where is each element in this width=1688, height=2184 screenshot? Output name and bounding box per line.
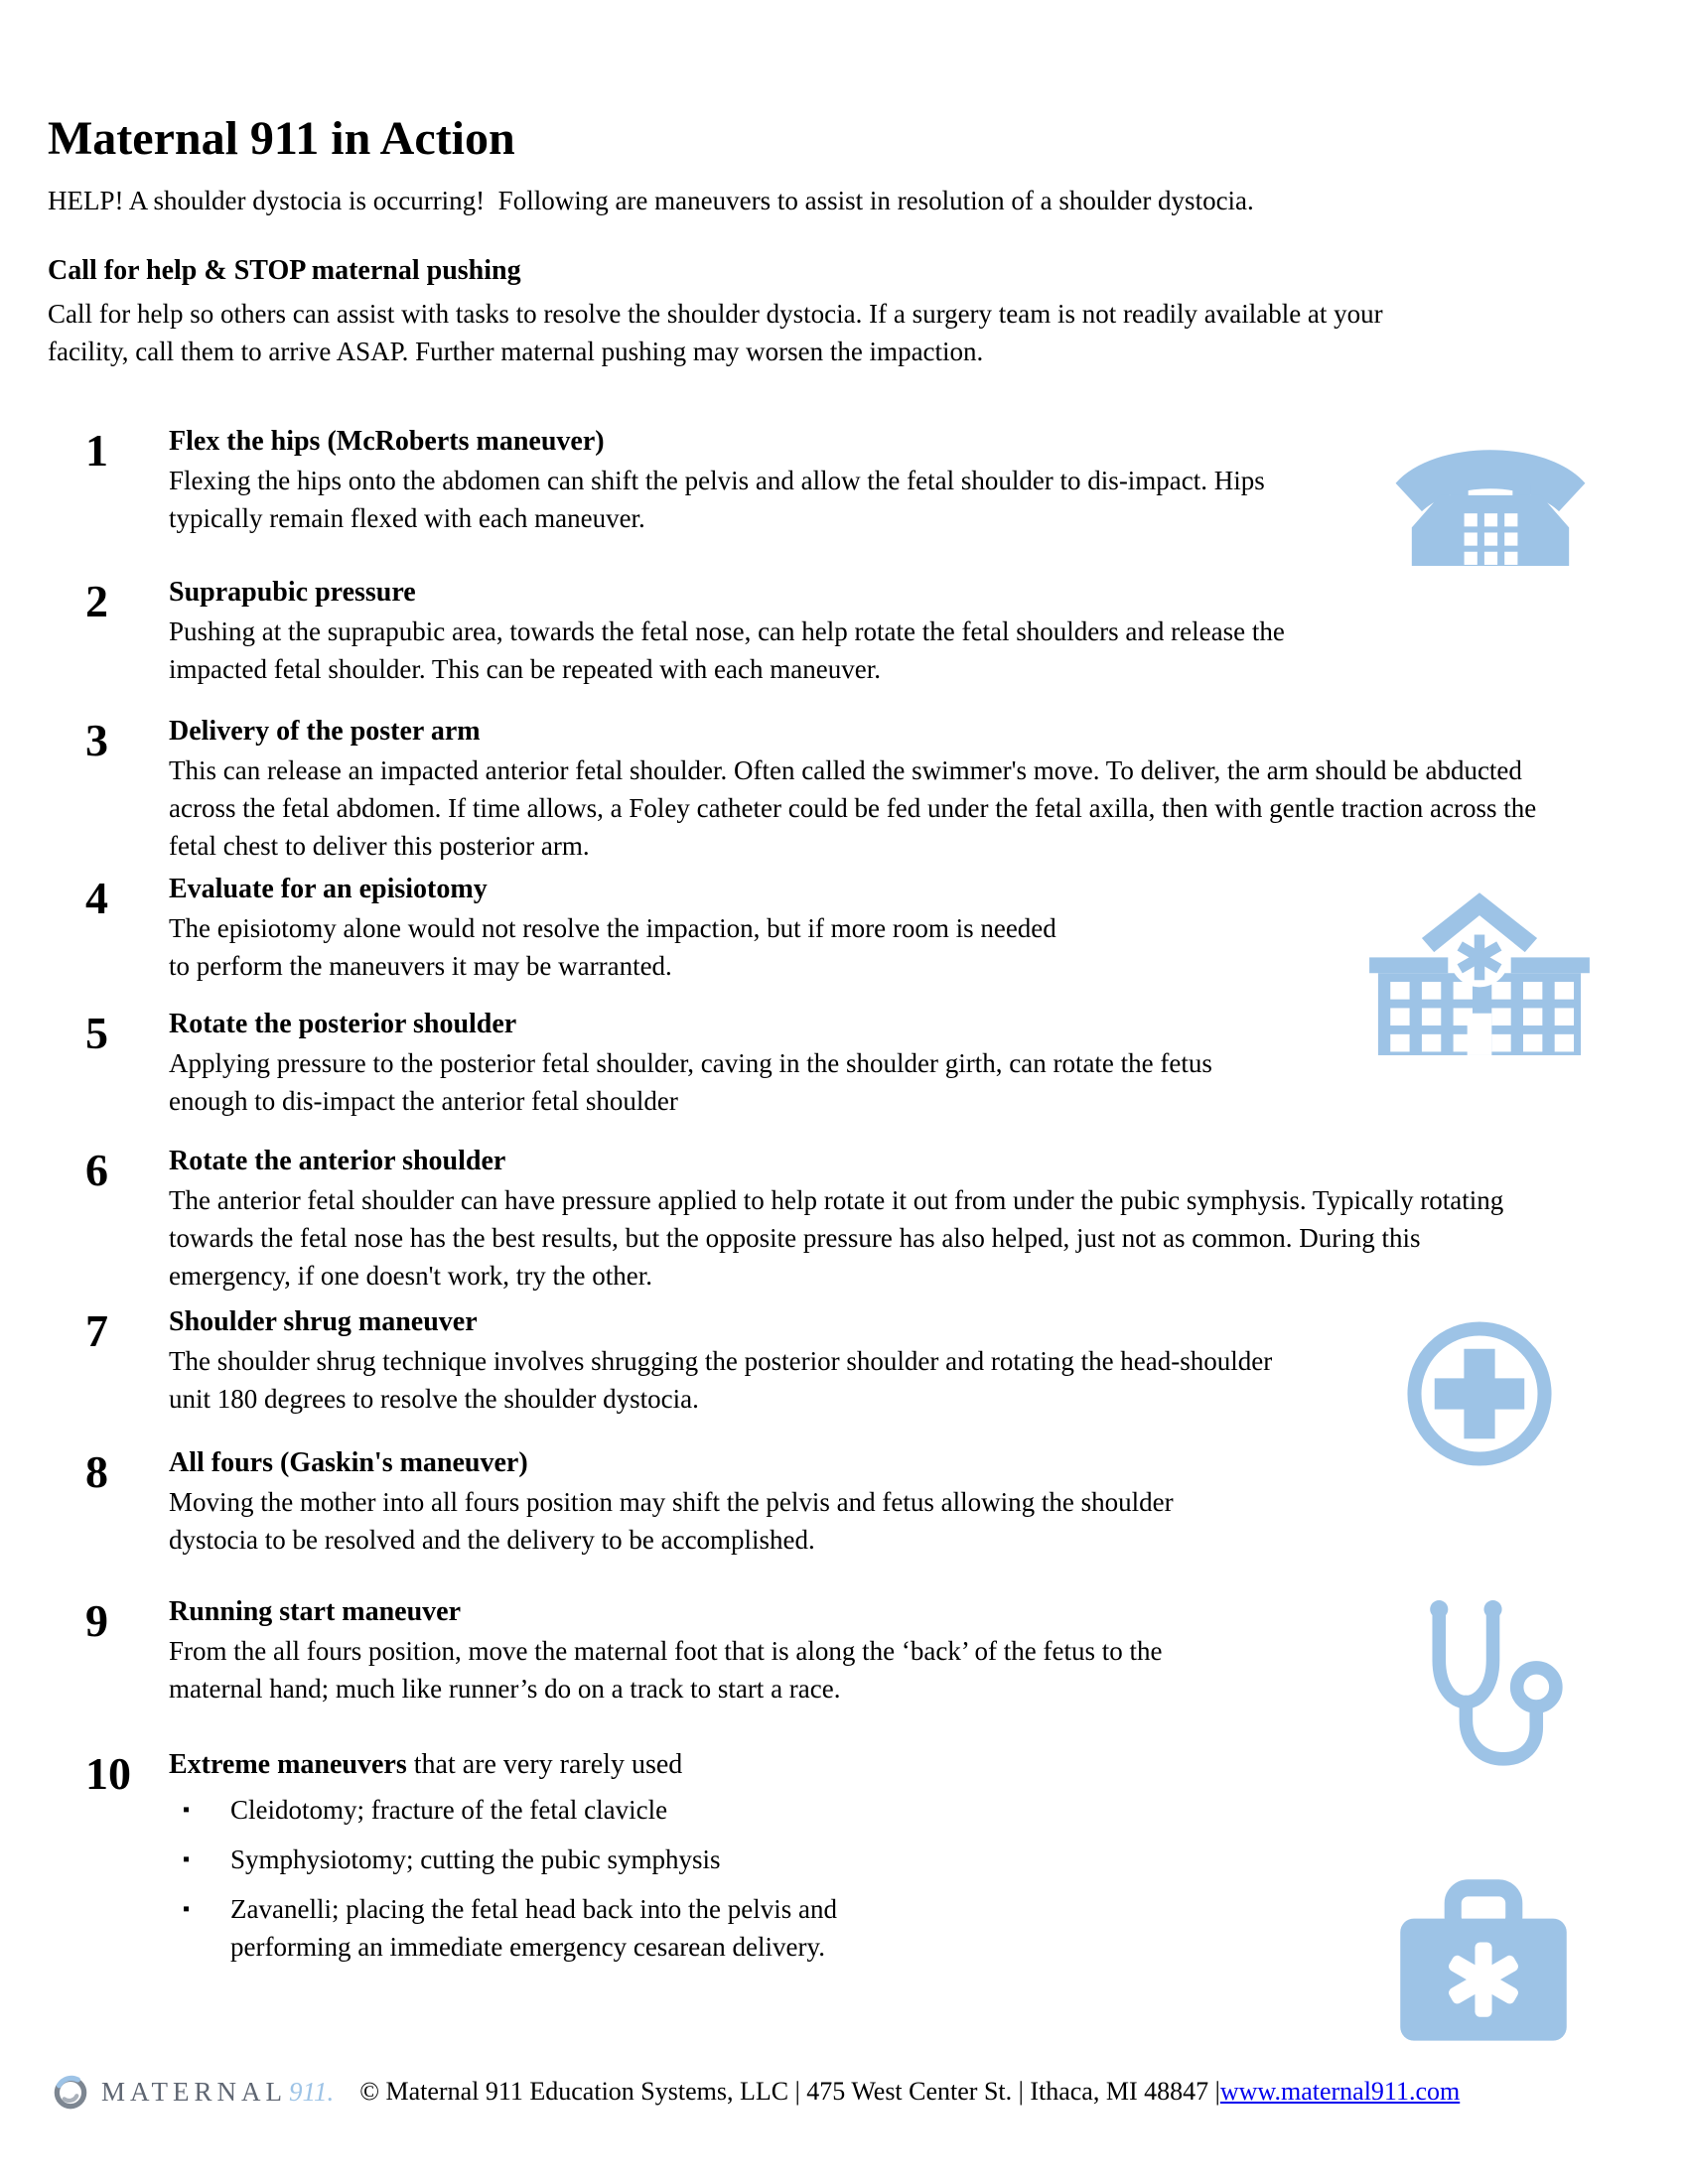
- step-title-bold: Extreme maneuvers: [169, 1749, 407, 1780]
- step-number: 4: [85, 873, 108, 923]
- step-6-rotate-anterior-shoulder: [48, 1146, 1640, 1295]
- step-body: Moving the mother into all fours position may shift the pelvis and fetus allowing the shoulder dystocia to be resolved and the delivery to be accomplished.: [169, 1487, 1174, 1555]
- step-body: The shoulder shrug technique involves shrugging the posterior shoulder and rotating the head-shoulder unit 180 degrees to resolve the shoulder dystocia.: [169, 1346, 1273, 1414]
- phone-icon: [1388, 435, 1593, 568]
- step-number: 10: [85, 1748, 131, 1799]
- step-title: Rotate the posterior shoulder: [169, 1009, 517, 1039]
- logo-swirl-icon: [50, 2071, 91, 2113]
- website-link[interactable]: www.maternal911.com: [1219, 2077, 1461, 2106]
- step-title: Flex the hips (McRoberts maneuver): [169, 426, 605, 457]
- copyright-text: © Maternal 911 Education Systems, LLC | 475 West Center St. | Ithaca, MI 48847 |: [359, 2077, 1220, 2106]
- step-number: 9: [85, 1595, 108, 1646]
- step-body: Flexing the hips onto the abdomen can shift the pelvis and allow the fetal shoulder to dis-impact. Hips typically remain flexed with each maneuver.: [169, 466, 1265, 533]
- step-body: Pushing at the suprapubic area, towards the fetal nose, can help rotate the fetal shoulders and release the impacted fetal shoulder. This can be repeated with each maneuver.: [169, 616, 1285, 684]
- step-body: Applying pressure to the posterior fetal shoulder, caving in the shoulder girth, can rotate the fetus enough to dis-impact the anterior fetal shoulder: [169, 1048, 1212, 1116]
- call-section-heading: Call for help & STOP maternal pushing: [48, 255, 521, 286]
- step-number: 1: [85, 425, 108, 476]
- footer: [50, 2071, 1460, 2113]
- first-aid-kit-icon: [1390, 1874, 1577, 2051]
- step-number: 5: [85, 1008, 108, 1058]
- step-title: Shoulder shrug maneuver: [169, 1306, 478, 1337]
- maternal911-logo: [50, 2071, 334, 2113]
- step-title: Running start maneuver: [169, 1596, 462, 1627]
- step-title: Suprapubic pressure: [169, 577, 416, 608]
- step-3-posterior-arm: [48, 716, 1640, 860]
- medical-cross-icon: [1402, 1316, 1557, 1471]
- step-2-suprapubic-pressure: [48, 577, 1640, 688]
- call-for-help-section: [48, 255, 1640, 370]
- list-item-text: ▪ Zavanelli; placing the fetal head back into the pelvis and performing an immediate emergency cesarean delivery.: [230, 1894, 838, 1962]
- list-item: [169, 1841, 1640, 1878]
- call-section-body: Call for help so others can assist with tasks to resolve the shoulder dystocia. If a surgery team is not readily available at your facility, call them to arrive ASAP. Further maternal pushing may worsen the impaction.: [48, 299, 1383, 366]
- hospital-icon: [1356, 887, 1603, 1062]
- step-title: All fours (Gaskin's maneuver): [169, 1447, 528, 1478]
- step-number: 2: [85, 576, 108, 626]
- step-body: The episiotomy alone would not resolve the impaction, but if more room is needed to perform the maneuvers it may be warranted.: [169, 913, 1056, 981]
- step-title: Delivery of the poster arm: [169, 716, 481, 747]
- step-number: 6: [85, 1145, 108, 1195]
- step-title-rest: that are very rarely used: [406, 1749, 683, 1780]
- logo-text-911: 911.: [289, 2076, 335, 2107]
- intro-text: HELP! A shoulder dystocia is occurring! Following are maneuvers to assist in resolution of a shoulder dystocia.: [48, 186, 1254, 215]
- list-item-text: ▪ Symphysiotomy; cutting the pubic symphysis: [230, 1844, 721, 1874]
- stethoscope-icon: [1400, 1594, 1571, 1789]
- step-number: 7: [85, 1305, 108, 1356]
- step-body: From the all fours position, move the maternal foot that is along the ‘back’ of the fetus to the maternal hand; much like runner’s do on a track to start a race.: [169, 1636, 1163, 1704]
- step-body: This can release an impacted anterior fetal shoulder. Often called the swimmer's move. To deliver, the arm should be abducted across the fetal abdomen. If time allows, a Foley catheter could be fed under the fetal axilla, then with gentle traction across the fetal chest to deliver this posterior arm.: [169, 755, 1537, 860]
- step-number: 3: [85, 715, 108, 765]
- logo-text-maternal: MATERNAL: [101, 2076, 287, 2107]
- list-item-text: ▪ Cleidotomy; fracture of the fetal clavicle: [230, 1795, 668, 1825]
- page-title: Maternal 911 in Action: [48, 112, 515, 165]
- step-number: 8: [85, 1446, 108, 1497]
- step-title: Rotate the anterior shoulder: [169, 1146, 506, 1176]
- list-item: [169, 1791, 1640, 1829]
- step-body: The anterior fetal shoulder can have pressure applied to help rotate it out from under the pubic symphysis. Typically rotating towards the fetal nose has the best results, but the opposite pressure has also helped, just not as common. During this emergency, if one doesn't work, try the other.: [169, 1185, 1504, 1291]
- step-title: Evaluate for an episiotomy: [169, 874, 488, 904]
